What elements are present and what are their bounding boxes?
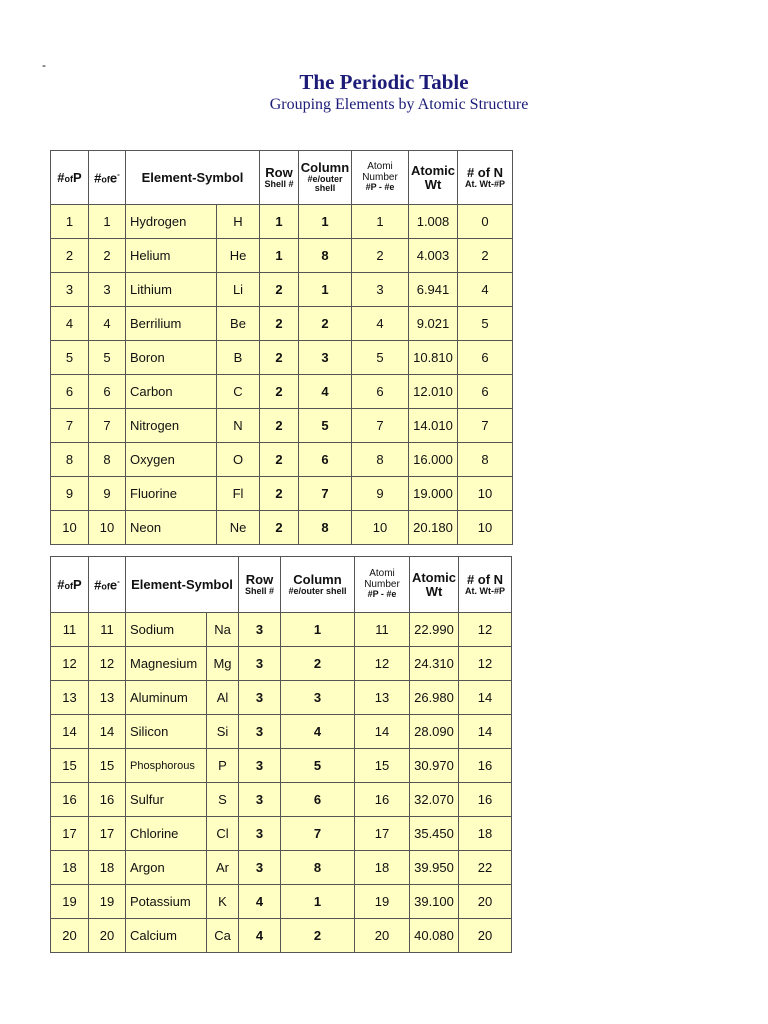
cell-column: 8 bbox=[299, 511, 352, 545]
table-row bbox=[51, 749, 512, 783]
cell-row: 3 bbox=[239, 681, 281, 715]
cell-symbol: Mg bbox=[207, 647, 239, 681]
table-row bbox=[51, 375, 513, 409]
cell-element-name: Argon bbox=[126, 851, 207, 885]
cell-protons: 17 bbox=[51, 817, 89, 851]
cell-element-name: Sulfur bbox=[126, 783, 207, 817]
cell-atomic-number: 10 bbox=[352, 511, 409, 545]
cell-row: 2 bbox=[260, 375, 299, 409]
cell-atomic-number: 17 bbox=[355, 817, 410, 851]
cell-element-name: Neon bbox=[126, 511, 217, 545]
cell-column: 7 bbox=[299, 477, 352, 511]
cell-atomic-weight: 40.080 bbox=[410, 919, 459, 953]
cell-atomic-weight: 35.450 bbox=[410, 817, 459, 851]
cell-column: 5 bbox=[299, 409, 352, 443]
header-column: Column #e/outer shell bbox=[281, 557, 355, 613]
cell-neutrons: 16 bbox=[459, 783, 512, 817]
cell-column: 4 bbox=[299, 375, 352, 409]
cell-atomic-weight: 28.090 bbox=[410, 715, 459, 749]
page-title: The Periodic Table bbox=[299, 70, 469, 94]
cell-symbol: H bbox=[217, 205, 260, 239]
cell-neutrons: 8 bbox=[458, 443, 513, 477]
cell-symbol: Li bbox=[217, 273, 260, 307]
cell-column: 6 bbox=[281, 783, 355, 817]
header-protons: #ofP bbox=[51, 557, 89, 613]
table-row bbox=[51, 239, 513, 273]
cell-row: 1 bbox=[260, 239, 299, 273]
cell-row: 2 bbox=[260, 307, 299, 341]
cell-symbol: He bbox=[217, 239, 260, 273]
cell-protons: 1 bbox=[51, 205, 89, 239]
cell-neutrons: 16 bbox=[459, 749, 512, 783]
header-electrons: #ofe- bbox=[89, 557, 126, 613]
cell-neutrons: 20 bbox=[459, 885, 512, 919]
cell-electrons: 18 bbox=[89, 851, 126, 885]
table-row bbox=[51, 851, 512, 885]
cell-protons: 10 bbox=[51, 511, 89, 545]
cell-element-name: Fluorine bbox=[126, 477, 217, 511]
cell-atomic-weight: 19.000 bbox=[409, 477, 458, 511]
table-row bbox=[51, 817, 512, 851]
cell-electrons: 9 bbox=[89, 477, 126, 511]
header-column: Column #e/outer shell bbox=[299, 151, 352, 205]
header-row: Row Shell # bbox=[239, 557, 281, 613]
cell-protons: 11 bbox=[51, 613, 89, 647]
cell-atomic-weight: 10.810 bbox=[409, 341, 458, 375]
cell-protons: 3 bbox=[51, 273, 89, 307]
table-row bbox=[51, 477, 513, 511]
cell-row: 2 bbox=[260, 511, 299, 545]
header-element-symbol: Element-Symbol bbox=[126, 151, 260, 205]
cell-symbol: Si bbox=[207, 715, 239, 749]
cell-atomic-number: 4 bbox=[352, 307, 409, 341]
cell-row: 2 bbox=[260, 443, 299, 477]
cell-atomic-weight: 16.000 bbox=[409, 443, 458, 477]
cell-neutrons: 0 bbox=[458, 205, 513, 239]
cell-electrons: 5 bbox=[89, 341, 126, 375]
cell-row: 3 bbox=[239, 613, 281, 647]
header-row: Row Shell # bbox=[260, 151, 299, 205]
cell-electrons: 8 bbox=[89, 443, 126, 477]
cell-neutrons: 6 bbox=[458, 341, 513, 375]
table-row bbox=[51, 341, 513, 375]
cell-element-name: Hydrogen bbox=[126, 205, 217, 239]
table-row bbox=[51, 715, 512, 749]
cell-atomic-weight: 39.100 bbox=[410, 885, 459, 919]
cell-symbol: Fl bbox=[217, 477, 260, 511]
cell-neutrons: 10 bbox=[458, 477, 513, 511]
cell-element-name: Helium bbox=[126, 239, 217, 273]
cell-element-name: Calcium bbox=[126, 919, 207, 953]
cell-neutrons: 22 bbox=[459, 851, 512, 885]
cell-element-name: Boron bbox=[126, 341, 217, 375]
cell-column: 7 bbox=[281, 817, 355, 851]
cell-neutrons: 7 bbox=[458, 409, 513, 443]
table-row bbox=[51, 919, 512, 953]
cell-symbol: K bbox=[207, 885, 239, 919]
header-element-symbol: Element-Symbol bbox=[126, 557, 239, 613]
table-header bbox=[51, 151, 513, 205]
cell-neutrons: 2 bbox=[458, 239, 513, 273]
cell-electrons: 12 bbox=[89, 647, 126, 681]
cell-atomic-number: 3 bbox=[352, 273, 409, 307]
cell-column: 1 bbox=[299, 273, 352, 307]
table-row bbox=[51, 783, 512, 817]
cell-column: 8 bbox=[281, 851, 355, 885]
cell-row: 3 bbox=[239, 749, 281, 783]
periodic-table-2 bbox=[50, 556, 512, 953]
header-atomic-number: Atomi Number #P - #e bbox=[352, 151, 409, 205]
cell-atomic-number: 8 bbox=[352, 443, 409, 477]
cell-electrons: 13 bbox=[89, 681, 126, 715]
cell-column: 2 bbox=[281, 647, 355, 681]
cell-neutrons: 6 bbox=[458, 375, 513, 409]
cell-electrons: 6 bbox=[89, 375, 126, 409]
cell-electrons: 3 bbox=[89, 273, 126, 307]
cell-protons: 2 bbox=[51, 239, 89, 273]
cell-element-name: Lithium bbox=[126, 273, 217, 307]
cell-row: 2 bbox=[260, 477, 299, 511]
cell-row: 3 bbox=[239, 715, 281, 749]
header-electrons: #ofe- bbox=[89, 151, 126, 205]
table-row bbox=[51, 647, 512, 681]
cell-neutrons: 10 bbox=[458, 511, 513, 545]
table-row bbox=[51, 443, 513, 477]
cell-column: 3 bbox=[281, 681, 355, 715]
cell-atomic-number: 7 bbox=[352, 409, 409, 443]
cell-symbol: O bbox=[217, 443, 260, 477]
cell-protons: 13 bbox=[51, 681, 89, 715]
cell-electrons: 2 bbox=[89, 239, 126, 273]
cell-protons: 4 bbox=[51, 307, 89, 341]
page-dash: - bbox=[42, 58, 46, 72]
cell-atomic-weight: 12.010 bbox=[409, 375, 458, 409]
cell-protons: 5 bbox=[51, 341, 89, 375]
cell-atomic-weight: 30.970 bbox=[410, 749, 459, 783]
cell-symbol: Be bbox=[217, 307, 260, 341]
cell-symbol: S bbox=[207, 783, 239, 817]
cell-electrons: 11 bbox=[89, 613, 126, 647]
table-row bbox=[51, 273, 513, 307]
cell-row: 3 bbox=[239, 783, 281, 817]
cell-element-name: Aluminum bbox=[126, 681, 207, 715]
cell-row: 1 bbox=[260, 205, 299, 239]
cell-atomic-weight: 14.010 bbox=[409, 409, 458, 443]
cell-atomic-number: 9 bbox=[352, 477, 409, 511]
cell-element-name: Silicon bbox=[126, 715, 207, 749]
cell-row: 4 bbox=[239, 885, 281, 919]
cell-neutrons: 4 bbox=[458, 273, 513, 307]
cell-atomic-number: 18 bbox=[355, 851, 410, 885]
cell-column: 6 bbox=[299, 443, 352, 477]
cell-protons: 20 bbox=[51, 919, 89, 953]
header-protons: #ofP bbox=[51, 151, 89, 205]
cell-column: 5 bbox=[281, 749, 355, 783]
cell-atomic-weight: 24.310 bbox=[410, 647, 459, 681]
header-atomic-weight: Atomic Wt bbox=[409, 151, 458, 205]
cell-symbol: P bbox=[207, 749, 239, 783]
cell-atomic-number: 16 bbox=[355, 783, 410, 817]
cell-element-name: Sodium bbox=[126, 613, 207, 647]
cell-row: 2 bbox=[260, 409, 299, 443]
cell-atomic-weight: 26.980 bbox=[410, 681, 459, 715]
cell-atomic-number: 15 bbox=[355, 749, 410, 783]
table-row bbox=[51, 409, 513, 443]
cell-protons: 8 bbox=[51, 443, 89, 477]
cell-element-name: Oxygen bbox=[126, 443, 217, 477]
cell-protons: 15 bbox=[51, 749, 89, 783]
cell-atomic-number: 11 bbox=[355, 613, 410, 647]
cell-electrons: 7 bbox=[89, 409, 126, 443]
cell-row: 3 bbox=[239, 647, 281, 681]
cell-atomic-number: 14 bbox=[355, 715, 410, 749]
header-neutrons: # of N At. Wt-#P bbox=[459, 557, 512, 613]
cell-atomic-number: 6 bbox=[352, 375, 409, 409]
cell-symbol: Na bbox=[207, 613, 239, 647]
cell-electrons: 17 bbox=[89, 817, 126, 851]
cell-column: 2 bbox=[299, 307, 352, 341]
table-row bbox=[51, 885, 512, 919]
cell-symbol: Ne bbox=[217, 511, 260, 545]
cell-protons: 16 bbox=[51, 783, 89, 817]
cell-neutrons: 20 bbox=[459, 919, 512, 953]
periodic-table-1 bbox=[50, 150, 513, 545]
cell-column: 3 bbox=[299, 341, 352, 375]
cell-symbol: Cl bbox=[207, 817, 239, 851]
cell-atomic-weight: 4.003 bbox=[409, 239, 458, 273]
cell-column: 4 bbox=[281, 715, 355, 749]
cell-protons: 19 bbox=[51, 885, 89, 919]
cell-atomic-number: 20 bbox=[355, 919, 410, 953]
cell-element-name: Potassium bbox=[126, 885, 207, 919]
cell-protons: 6 bbox=[51, 375, 89, 409]
cell-atomic-weight: 1.008 bbox=[409, 205, 458, 239]
cell-row: 2 bbox=[260, 341, 299, 375]
page-subtitle: Grouping Elements by Atomic Structure bbox=[269, 96, 529, 113]
cell-element-name: Phosphorous bbox=[126, 749, 207, 783]
cell-electrons: 20 bbox=[89, 919, 126, 953]
cell-symbol: Ca bbox=[207, 919, 239, 953]
cell-atomic-number: 13 bbox=[355, 681, 410, 715]
cell-column: 1 bbox=[299, 205, 352, 239]
cell-atomic-number: 12 bbox=[355, 647, 410, 681]
table-row bbox=[51, 307, 513, 341]
cell-element-name: Nitrogen bbox=[126, 409, 217, 443]
cell-electrons: 16 bbox=[89, 783, 126, 817]
cell-symbol: Al bbox=[207, 681, 239, 715]
cell-atomic-number: 19 bbox=[355, 885, 410, 919]
cell-atomic-weight: 22.990 bbox=[410, 613, 459, 647]
table-row bbox=[51, 205, 513, 239]
cell-column: 2 bbox=[281, 919, 355, 953]
cell-protons: 7 bbox=[51, 409, 89, 443]
cell-electrons: 15 bbox=[89, 749, 126, 783]
cell-atomic-number: 1 bbox=[352, 205, 409, 239]
cell-atomic-weight: 20.180 bbox=[409, 511, 458, 545]
cell-symbol: B bbox=[217, 341, 260, 375]
table-header bbox=[51, 557, 512, 613]
cell-electrons: 14 bbox=[89, 715, 126, 749]
cell-neutrons: 14 bbox=[459, 681, 512, 715]
cell-element-name: Magnesium bbox=[126, 647, 207, 681]
cell-column: 1 bbox=[281, 885, 355, 919]
cell-electrons: 10 bbox=[89, 511, 126, 545]
cell-atomic-number: 5 bbox=[352, 341, 409, 375]
cell-symbol: Ar bbox=[207, 851, 239, 885]
cell-electrons: 19 bbox=[89, 885, 126, 919]
cell-atomic-weight: 9.021 bbox=[409, 307, 458, 341]
cell-symbol: N bbox=[217, 409, 260, 443]
cell-protons: 18 bbox=[51, 851, 89, 885]
cell-symbol: C bbox=[217, 375, 260, 409]
table-row bbox=[51, 511, 513, 545]
cell-atomic-weight: 32.070 bbox=[410, 783, 459, 817]
cell-neutrons: 18 bbox=[459, 817, 512, 851]
cell-row: 3 bbox=[239, 851, 281, 885]
table-row bbox=[51, 681, 512, 715]
cell-column: 1 bbox=[281, 613, 355, 647]
cell-electrons: 1 bbox=[89, 205, 126, 239]
cell-protons: 14 bbox=[51, 715, 89, 749]
cell-element-name: Berrilium bbox=[126, 307, 217, 341]
cell-neutrons: 12 bbox=[459, 613, 512, 647]
cell-element-name: Carbon bbox=[126, 375, 217, 409]
cell-neutrons: 5 bbox=[458, 307, 513, 341]
cell-protons: 12 bbox=[51, 647, 89, 681]
cell-electrons: 4 bbox=[89, 307, 126, 341]
cell-row: 2 bbox=[260, 273, 299, 307]
cell-atomic-weight: 39.950 bbox=[410, 851, 459, 885]
table-row bbox=[51, 613, 512, 647]
header-atomic-number: Atomi Number #P - #e bbox=[355, 557, 410, 613]
cell-row: 3 bbox=[239, 817, 281, 851]
cell-element-name: Chlorine bbox=[126, 817, 207, 851]
cell-atomic-number: 2 bbox=[352, 239, 409, 273]
header-atomic-weight: Atomic Wt bbox=[410, 557, 459, 613]
cell-atomic-weight: 6.941 bbox=[409, 273, 458, 307]
header-neutrons: # of N At. Wt-#P bbox=[458, 151, 513, 205]
cell-protons: 9 bbox=[51, 477, 89, 511]
cell-neutrons: 12 bbox=[459, 647, 512, 681]
cell-row: 4 bbox=[239, 919, 281, 953]
cell-column: 8 bbox=[299, 239, 352, 273]
cell-neutrons: 14 bbox=[459, 715, 512, 749]
